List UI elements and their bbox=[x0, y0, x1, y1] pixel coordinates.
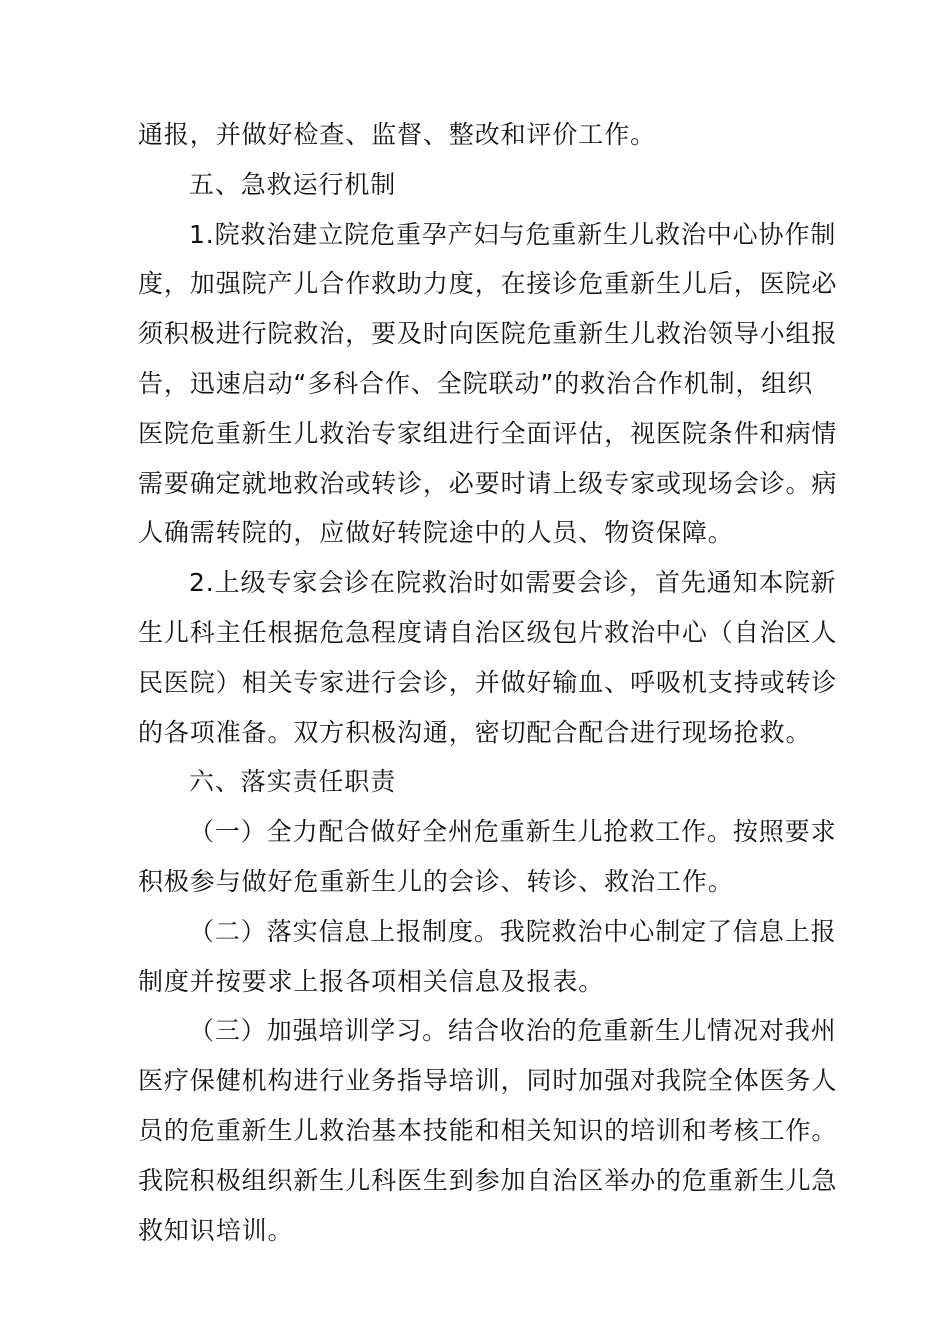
paragraph-line: 救知识培训。 bbox=[138, 1215, 294, 1245]
section-heading-6: 六、落实责任职责 bbox=[189, 767, 397, 797]
paragraph-line: 我院积极组织新生儿科医生到参加自治区举办的危重新生儿急 bbox=[138, 1165, 838, 1195]
paragraph-line: 告，迅速启动“多科合作、全院联动”的救治合作机制，组织 bbox=[138, 368, 814, 398]
paragraph-line: 医疗保健机构进行业务指导培训，同时加强对我院全体医务人 bbox=[138, 1066, 838, 1096]
paragraph-line: 1.院救治建立院危重孕产妇与危重新生儿救治中心协作制 bbox=[189, 219, 837, 249]
paragraph-line: （三）加强培训学习。结合收治的危重新生儿情况对我州 bbox=[189, 1016, 837, 1046]
paragraph-line: 须积极进行院救治，要及时向医院危重新生儿救治领导小组报 bbox=[138, 319, 838, 349]
paragraph-line: （一）全力配合做好全州危重新生儿抢救工作。按照要求 bbox=[189, 817, 837, 847]
paragraph-line: 积极参与做好危重新生儿的会诊、转诊、救治工作。 bbox=[138, 866, 734, 896]
section-heading-5: 五、急救运行机制 bbox=[189, 169, 397, 199]
paragraph-line: 民医院）相关专家进行会诊，并做好输血、呼吸机支持或转诊 bbox=[138, 667, 838, 697]
paragraph-line: 制度并按要求上报各项相关信息及报表。 bbox=[138, 966, 605, 996]
paragraph-line: 通报，并做好检查、监督、整改和评价工作。 bbox=[138, 120, 657, 149]
document-body bbox=[138, 110, 838, 1255]
paragraph-line: 员的危重新生儿救治基本技能和相关知识的培训和考核工作。 bbox=[138, 1115, 838, 1145]
paragraph-line: 生儿科主任根据危急程度请自治区级包片救治中心（自治区人 bbox=[138, 617, 838, 647]
paragraph-line: 2.上级专家会诊在院救治时如需要会诊，首先通知本院新 bbox=[189, 568, 837, 598]
paragraph-line: 医院危重新生儿救治专家组进行全面评估，视医院条件和病情 bbox=[138, 418, 838, 448]
paragraph-line: 需要确定就地救治或转诊，必要时请上级专家或现场会诊。病 bbox=[138, 468, 838, 498]
paragraph-line: 度，加强院产儿合作救助力度，在接诊危重新生儿后，医院必 bbox=[138, 269, 838, 299]
paragraph-line: （二）落实信息上报制度。我院救治中心制定了信息上报 bbox=[189, 916, 837, 946]
paragraph-line: 人确需转院的，应做好转院途中的人员、物资保障。 bbox=[138, 518, 734, 548]
paragraph-line: 的各项准备。双方积极沟通，密切配合配合进行现场抢救。 bbox=[138, 717, 812, 747]
